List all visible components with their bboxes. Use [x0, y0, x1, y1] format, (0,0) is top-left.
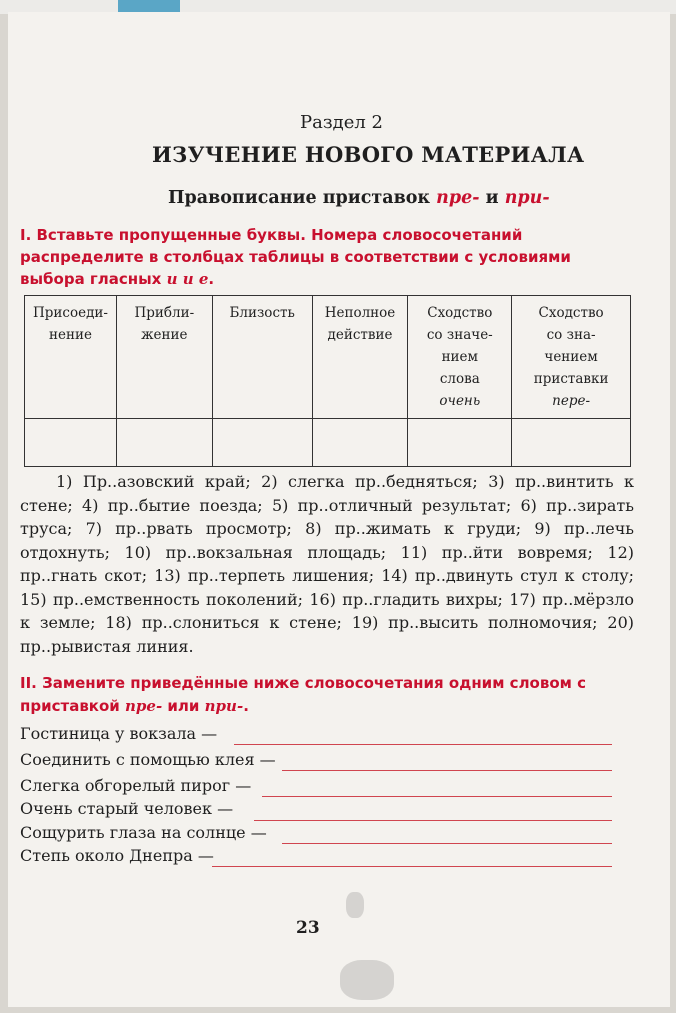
task-2-pre: пре-	[125, 697, 163, 715]
word-combinations: 1) Пр..азовский край; 2) слегка пр..бедняться; 3) пр..винтить к стене; 4) пр..бытие поезда; 5) пр..отличный результат; 6) пр..зирать труса; 7) пр..рвать просмотр; 8) пр..жимать к груди; 9) пр..лечь отдохнуть; 10) пр..вокзальная площадь; 11) пр..йти вовремя; 12) пр..гнать скот; 13) пр..терпеть лишения; 14) пр..двинуть стул к столу; 15) пр..емственность поколений; 16) пр..гладить вихры; 17) пр..мёрзло к земле; 18) пр..слониться к стене; 19) пр..высить полномочия; 20) пр..рывистая линия.	[20, 472, 634, 656]
answer-cell[interactable]	[25, 419, 117, 467]
column-header-1: Присоеди- нение	[25, 296, 117, 419]
column-header-5: Сходство со значе- нием слова очень	[408, 296, 512, 419]
table-answer-row	[25, 419, 631, 467]
answer-line-3[interactable]	[262, 796, 612, 797]
task-2-instruction	[20, 672, 640, 718]
prefix-pre: пре-	[436, 188, 480, 208]
topic-subtitle	[168, 188, 550, 208]
task-1-instruction	[20, 224, 640, 290]
task-2-or: или	[162, 697, 205, 715]
subtitle-and: и	[479, 188, 505, 208]
phrase-5: Сощурить глаза на солнце —	[20, 823, 267, 842]
answer-cell[interactable]	[408, 419, 512, 467]
subtitle-text: Правописание приставок	[168, 188, 437, 208]
answer-cell[interactable]	[212, 419, 312, 467]
column-header-4: Неполное действие	[312, 296, 408, 419]
phrase-4: Очень старый человек —	[20, 799, 234, 818]
task-2-pri: при-	[204, 697, 244, 715]
column-header-2: Прибли- жение	[116, 296, 212, 419]
phrase-3: Слегка обгорелый пирог —	[20, 776, 252, 795]
table-header-row	[25, 296, 631, 419]
answer-cell[interactable]	[116, 419, 212, 467]
column-header-3: Близость	[212, 296, 312, 419]
answer-line-5[interactable]	[282, 843, 612, 844]
answer-line-2[interactable]	[282, 770, 612, 771]
answer-line-1[interactable]	[234, 744, 612, 745]
column-note: пере-	[552, 393, 591, 409]
paper-stain	[340, 960, 394, 1000]
phrase-2: Соединить с помощью клея —	[20, 750, 276, 769]
answer-cell[interactable]	[512, 419, 631, 467]
column-header-6: Сходство со зна- чением приставки пере-	[512, 296, 631, 419]
answer-line-4[interactable]	[254, 820, 612, 821]
column-note: очень	[439, 393, 481, 409]
task-1-letters: и и е	[166, 270, 209, 288]
prefix-pri: при-	[504, 188, 550, 208]
paper-stain	[346, 892, 364, 918]
task-2-end: .	[243, 697, 249, 715]
answer-table	[24, 295, 631, 467]
answer-line-6[interactable]	[212, 866, 612, 867]
answer-cell[interactable]	[312, 419, 408, 467]
task-1-end: .	[208, 270, 215, 288]
phrase-1: Гостиница у вокзала —	[20, 724, 218, 743]
task-1-text: I. Вставьте пропущенные буквы. Номера словосочетаний распределите в столбцах таблицы в соответствии с условиями выбора гласных	[20, 226, 571, 288]
page-number: 23	[296, 918, 320, 938]
section-title: ИЗУЧЕНИЕ НОВОГО МАТЕРИАЛА	[152, 142, 585, 167]
section-number: Раздел 2	[300, 112, 384, 133]
task-2-text: II. Замените приведённые ниже словосочетания одним словом с приставкой	[20, 674, 587, 715]
phrase-6: Степь около Днепра —	[20, 846, 214, 865]
